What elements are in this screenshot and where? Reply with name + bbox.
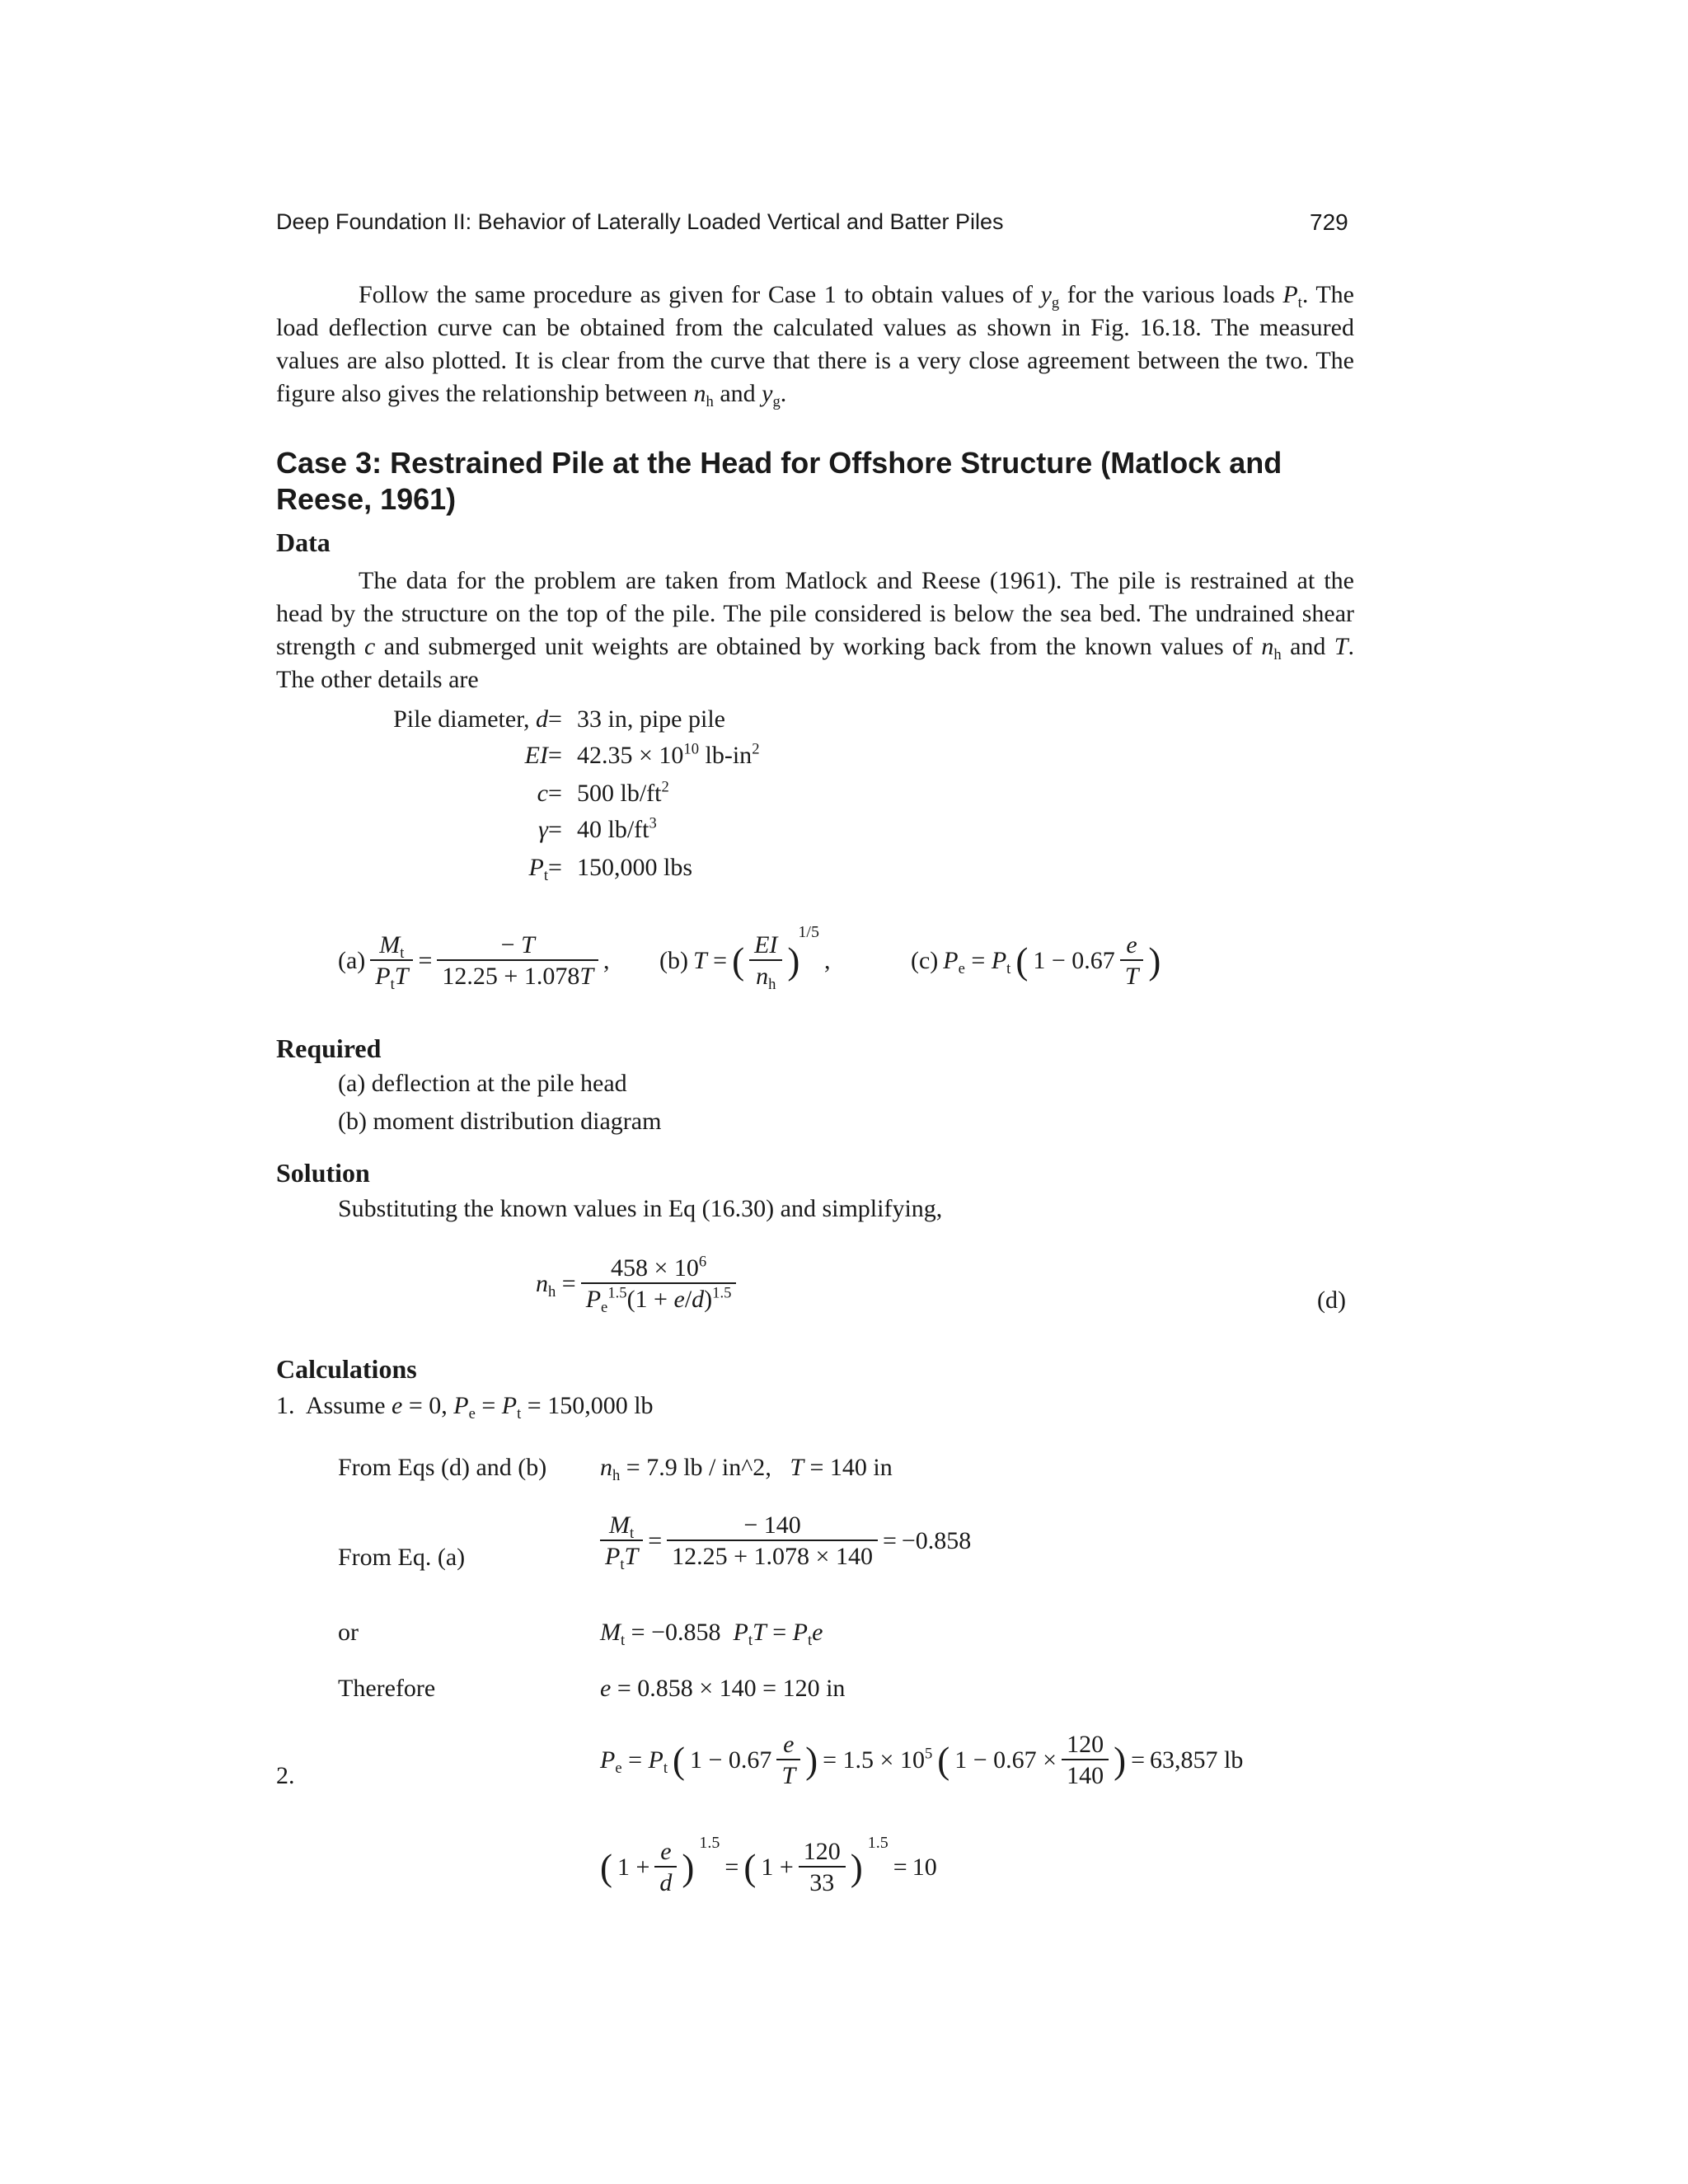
running-header-title: Deep Foundation II: Behavior of Laterally Loaded Vertical and Batter Piles [276,209,1004,234]
page-number: 729 [1310,209,1348,235]
param-label-c: c [537,780,548,807]
from-eqs-d-b-label: From Eqs (d) and (b) [338,1454,547,1481]
required-item-a: (a) deflection at the pile head [338,1070,627,1097]
ratio-equation: $\frac{M_t}{P_tT}$ = $\frac{- 140}{12.25 + 1.078 \times 140}$ = −0.858 [600,1511,971,1571]
param-label-gamma: γ [538,816,548,843]
param-label-pt: $P_t$ [528,854,548,884]
param-value-gamma: 40 $lb/ft^3$ [577,814,657,843]
pe-equation: $P_e = P_t$ ( 1 − 0.67 $\frac{e}{T}$ ) = $1.5 \times 10^5$ ( 1 − 0.67 × $\frac{120}{140}$ ) = 63,857 lb [600,1731,1244,1789]
calculations-heading: Calculations [276,1354,417,1384]
param-label-ei: EI [524,742,548,769]
param-eq-sign: = [548,705,562,733]
ratio-power-equation: ( 1 + $\frac{e}{d}$ ) 1.5 = ( 1 + $\frac{120}{33}$ ) 1.5 = 10 [600,1834,937,1896]
from-eq-a-label: From Eq. (a) [338,1544,466,1571]
param-value-ei: $42.35 \times 10^{10}$ $lb-in^2$ [577,740,760,769]
equations-abc [338,915,1203,1014]
e-result: e = 0.858 × 140 = 120 in [600,1675,846,1702]
moment-equation: $M_t = -0.858$ $P_tT = P_te$ [600,1619,823,1649]
param-value-c: 500 $lb/ft^2$ [577,778,669,807]
param-label-diameter: Pile diameter, d [393,705,548,733]
step-2: 2. [276,1762,295,1789]
equation-c: (c) $P_e = P_t$ ( 1 − 0.67 $\frac{e}{T}$ ) [911,931,1161,990]
solution-heading: Solution [276,1158,370,1188]
equation-d-label: (d) [1317,1286,1346,1314]
intro-paragraph: Follow the same procedure as given for Case 1 to obtain values of $y_g$ for the various loads $P_t$. The load deflection curve can be obtained from the calculated values as shown in Fig. 16.18. The measured values are also plotted. It is clear from the curve that there is a very close agreement between the two. The figure also gives the relationship between $n_h$ and $y_g$. [276,281,1354,410]
required-item-b: (b) moment distribution diagram [338,1108,662,1135]
param-value-diameter: 33 in, pipe pile [577,705,725,733]
case3-heading: Case 3: Restrained Pile at the Head for Offshore Structure (Matlock and Reese, 1961) [276,446,1282,516]
equation-a: (a) $\frac{M_t}{P_tT}$ = $\frac{- T}{12.25 + 1.078T}$ , [338,931,610,993]
param-value-pt: 150,000 lbs [577,854,693,881]
therefore-label: Therefore [338,1675,436,1702]
solution-text: Substituting the known values in Eq (16.30) and simplifying, [338,1195,943,1222]
equation-b: (b) T = ( $\frac{EI}{n_h}$ ) 1/5 , [659,923,831,993]
required-heading: Required [276,1033,382,1063]
or-label: or [338,1619,359,1646]
nh-T-result: $n_h = 7.9$ lb / in^2, T = 140 in [600,1454,893,1484]
data-heading: Data [276,527,331,557]
equation-d: $n_h$ = $\frac{458 \times 10^6}{P_e^{1.5}(1 + e/d)^{1.5}}$ [536,1254,736,1314]
data-paragraph: The data for the problem are taken from Matlock and Reese (1961). The pile is restrained at the head by the structure on the top of the pile. The pile considered is below the sea bed. The undrained shear strength c and submerged unit weights are obtained by working back from the known values of $n_h$ and T. The other details are [276,567,1354,693]
step-1: 1. Assume e = 0, $P_e = P_t = 150,000$ lb [276,1392,654,1422]
